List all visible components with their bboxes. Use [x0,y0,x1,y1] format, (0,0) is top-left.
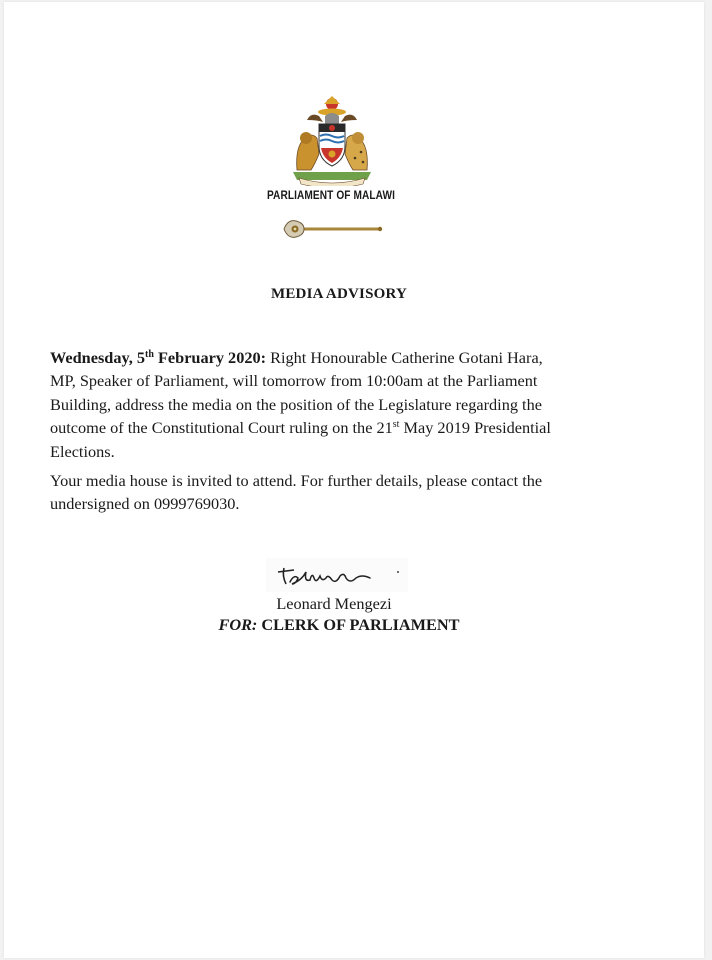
advisory-line: Elections. [50,441,115,461]
document-title: MEDIA ADVISORY [270,286,408,302]
advisory-line: Building, address the media on the position of the Legislature regarding the [50,394,542,414]
advisory-line: MP, Speaker of Parliament, will tomorrow from 10:00am at the Parliament [50,371,538,391]
document-page [4,2,704,958]
advisory-date: Wednesday, 5th February 2020: [50,348,267,367]
mace-icon [280,216,384,242]
signatory-role: FOR: CLERK OF PARLIAMENT [218,615,460,634]
signature-icon [266,558,408,592]
advisory-line: outcome of the Constitutional Court ruling on the 21st May 2019 Presidential [50,418,551,438]
signatory-name: Leonard Mengezi [276,594,392,613]
coat-of-arms-icon [289,94,375,186]
institution-name: PARLIAMENT OF MALAWI [266,190,396,202]
invitation-line: undersigned on 0999769030. [50,494,240,514]
advisory-paragraph [50,346,640,463]
invitation-line: Your media house is invited to attend. For further details, please contact the [50,471,543,490]
advisory-line: Right Honourable Catherine Gotani Hara, [270,348,543,367]
invitation-paragraph [50,469,640,516]
